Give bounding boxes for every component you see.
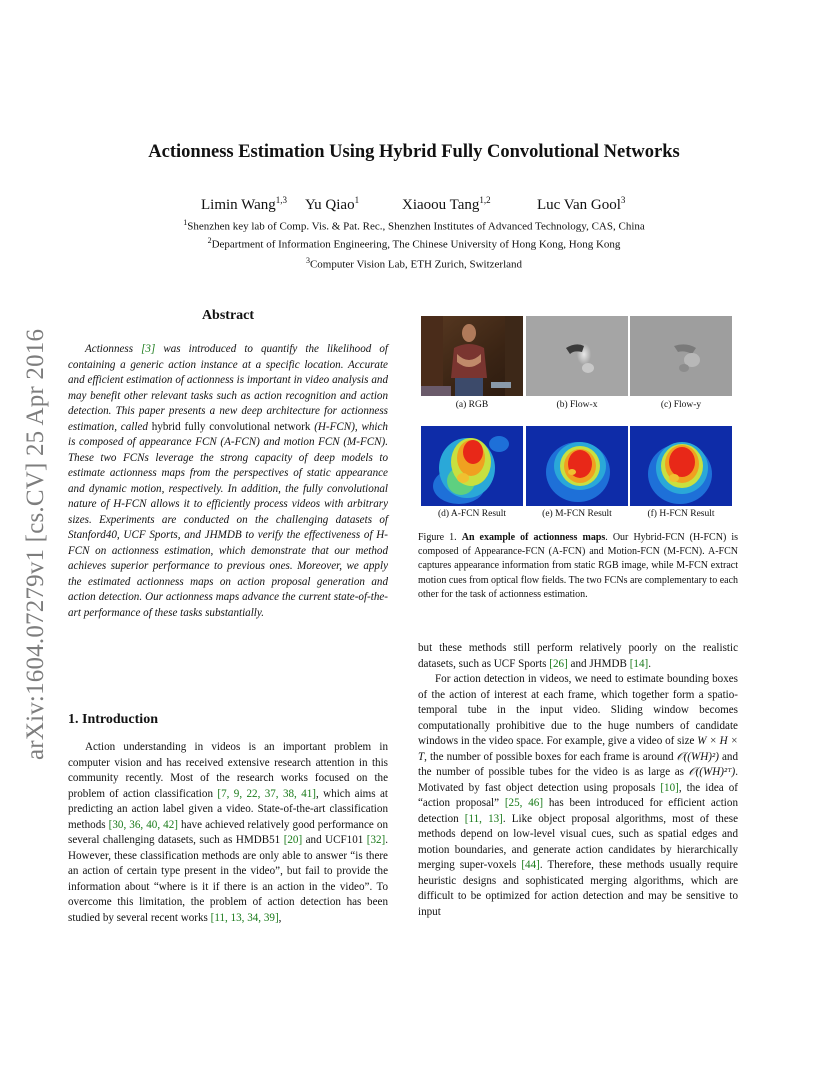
affiliation-sup: 1 xyxy=(183,218,188,227)
citation-link[interactable]: [25, 46] xyxy=(504,797,544,809)
figure-panel-flow-x xyxy=(526,316,628,396)
math-expression: W × H × T xyxy=(418,735,738,763)
figure-caption-prefix: Figure 1. xyxy=(418,532,462,543)
citation-link[interactable]: [10] xyxy=(660,781,679,794)
intro-body xyxy=(68,740,388,926)
abstract-text: hybrid fully convolutional network xyxy=(151,420,311,433)
citation-link[interactable]: [14] xyxy=(629,657,649,670)
abstract-text: Actionness xyxy=(85,343,142,355)
body-text: has been introduced for efficient action detection xyxy=(418,797,738,825)
arxiv-stamp: arXiv:1604.07279v1 [cs.CV] 25 Apr 2016 xyxy=(22,328,49,760)
paper-title: Actionness Estimation Using Hybrid Fully Convolutional Networks xyxy=(148,142,680,162)
author-3 xyxy=(402,195,491,214)
intro-text: and UCF101 xyxy=(302,834,367,846)
figure-caption-text: . Our Hybrid-FCN (H-FCN) is composed of Appearance-FCN (A-FCN) and Motion-FCN (M-FCN). A-FCN captures appearance information from static RGB image, while M-FCN extract motion cues from optical flow fields. The two FCNs are complementary to each other for the task of actionness estimation. xyxy=(418,532,739,600)
intro-text: have achieved relatively good performance on several challenging datasets, such as HMDB51 xyxy=(68,818,388,846)
author-sup: 1,2 xyxy=(479,195,491,205)
citation-link[interactable]: [3] xyxy=(141,343,156,355)
citation-link[interactable]: [20] xyxy=(283,834,303,846)
intro-text: , xyxy=(278,911,282,924)
right-column-body xyxy=(418,641,738,920)
body-text: . Motivated by fast object detection using proposals xyxy=(418,766,738,794)
figure-panel-label: (f) H-FCN Result xyxy=(647,509,715,519)
abstract-heading: Abstract xyxy=(201,308,255,323)
citation-link[interactable]: [32] xyxy=(366,834,386,846)
figure-panel-label: (d) A-FCN Result xyxy=(437,509,507,519)
abstract-body xyxy=(68,342,388,621)
body-text: For action detection in videos, we need to estimate bounding boxes of the action of interest at each frame, which together form a spatio-temporal tube in the input video. Sliding window becomes computationally prohibitive due to the huge numbers of candidate windows in the video space. For example, give a video of size xyxy=(418,673,738,747)
intro-text: . However, these classification methods are only able to answer “is there an action of certain type present in the video”, but fail to provide the information about “where is it if there is an action in the video”. To overcome this limitation, the problem of action detection has been studied by several recent works xyxy=(68,834,389,924)
figure-caption xyxy=(418,531,738,602)
affiliation-1 xyxy=(0,218,828,233)
author-4 xyxy=(537,195,625,214)
figure-panel-label: (b) Flow-x xyxy=(556,400,598,410)
abstract-text: (H-FCN), which is composed of appearance FCN (A-FCN) and motion FCN (M-FCN). These two FCNs leverage the strong capacity of deep models to estimate actionness maps from the perspectives of static appearance and dynamic motion, respectively. In addition, the fully convolutional nature of H-FCN allows it to efficiently process videos with arbitrary sizes. Experiments are conducted on the challenging datasets of Stanford40, UCF Sports, and JHMDB to verify the effectiveness of H-FCN on actionness estimation, which demonstrate that our method achieves superior performance to previous ones. Moreover, we apply the estimated actionness maps on action proposal generation and action detection. Our actionness maps advance the current state-of-the-art performance of these tasks substantially. xyxy=(68,420,388,619)
figure-panel-flow-y xyxy=(630,316,732,396)
citation-link[interactable]: [11, 13, 34, 39] xyxy=(210,911,279,924)
citation-link[interactable]: [26] xyxy=(549,657,568,670)
affiliation-2 xyxy=(0,236,828,251)
figure-panel-h-fcn xyxy=(630,426,732,506)
body-text: and JHMDB xyxy=(567,657,630,670)
figure-panel-label: (a) RGB xyxy=(455,400,489,410)
body-text: , the number of possible boxes for each frame is around xyxy=(424,750,677,763)
affiliation-text: Computer Vision Lab, ETH Zurich, Switzerland xyxy=(309,258,523,271)
citation-link[interactable]: [44] xyxy=(521,859,540,871)
affiliation-3 xyxy=(0,256,828,271)
author-sup: 1,3 xyxy=(275,195,288,205)
author-sup: 1 xyxy=(354,195,360,205)
author-sup: 3 xyxy=(620,195,626,205)
author-name: Luc Van Gool xyxy=(537,197,621,213)
affiliation-text: Shenzhen key lab of Comp. Vis. & Pat. Rec., Shenzhen Institutes of Advanced Technology, CAS, China xyxy=(187,220,645,233)
body-text: but these methods still perform relatively poorly on the realistic datasets, such as UCF Sports xyxy=(418,642,738,670)
citation-link[interactable]: [30, 36, 40, 42] xyxy=(108,818,178,831)
author-name: Limin Wang xyxy=(201,197,276,213)
affiliation-sup: 2 xyxy=(207,236,212,245)
author-name: Xiaoou Tang xyxy=(402,197,480,213)
intro-text: , which aims at predicting an action label given a video. State-of-the-art classification methods xyxy=(68,787,388,831)
figure-panel-label: (c) Flow-y xyxy=(660,400,702,410)
affiliation-text: Department of Information Engineering, The Chinese University of Hong Kong, Hong Kong xyxy=(211,238,621,251)
author-2 xyxy=(305,195,359,214)
author-1 xyxy=(201,195,287,214)
citation-link[interactable]: [11, 13] xyxy=(464,812,503,825)
figure-panel-a-fcn xyxy=(421,426,523,506)
math-expression: 𝒪((WH)²ᵀ) xyxy=(688,766,736,778)
body-text: . Therefore, these methods usually require heuristic designs and sophisticated merging algorithms, which are difficult to be optimized for action detection and may be sensitive to input xyxy=(418,859,738,918)
citation-link[interactable]: [7, 9, 22, 37, 38, 41] xyxy=(217,787,317,800)
figure-caption-bold: An example of actionness maps xyxy=(461,532,606,543)
intro-heading: 1. Introduction xyxy=(68,712,158,727)
affiliation-sup: 3 xyxy=(305,256,310,265)
figure-panel-m-fcn xyxy=(526,426,628,506)
intro-text: Action understanding in videos is an important problem in computer vision and has received extensive research attention in this community recently. Most of the research works focused on the problem of action classification xyxy=(68,741,388,800)
math-expression: 𝒪((WH)²) xyxy=(676,750,719,763)
body-text: . xyxy=(648,657,651,670)
figure-panel-rgb xyxy=(421,316,523,396)
author-name: Yu Qiao xyxy=(305,197,355,213)
figure-panel-label: (e) M-FCN Result xyxy=(542,509,612,519)
body-text: and the number of possible tubes for the video is as large as xyxy=(418,750,738,778)
body-text: . Like object proposal algorithms, most of these methods depend on low-level visual cues, such as spatial edges and motion boundaries, and generate action candidates by hierarchically merging super-voxels xyxy=(418,812,739,871)
abstract-text: was introduced to quantify the likelihood of containing a generic action instance at a specific location. Accurate and efficient estimation of actionness is important in video analysis and may benefit other relevant tasks such as action recognition and action detection. This paper presents a new deep architecture for actionness estimation, called xyxy=(68,343,388,433)
body-text: , the idea of “action proposal” xyxy=(418,781,738,809)
